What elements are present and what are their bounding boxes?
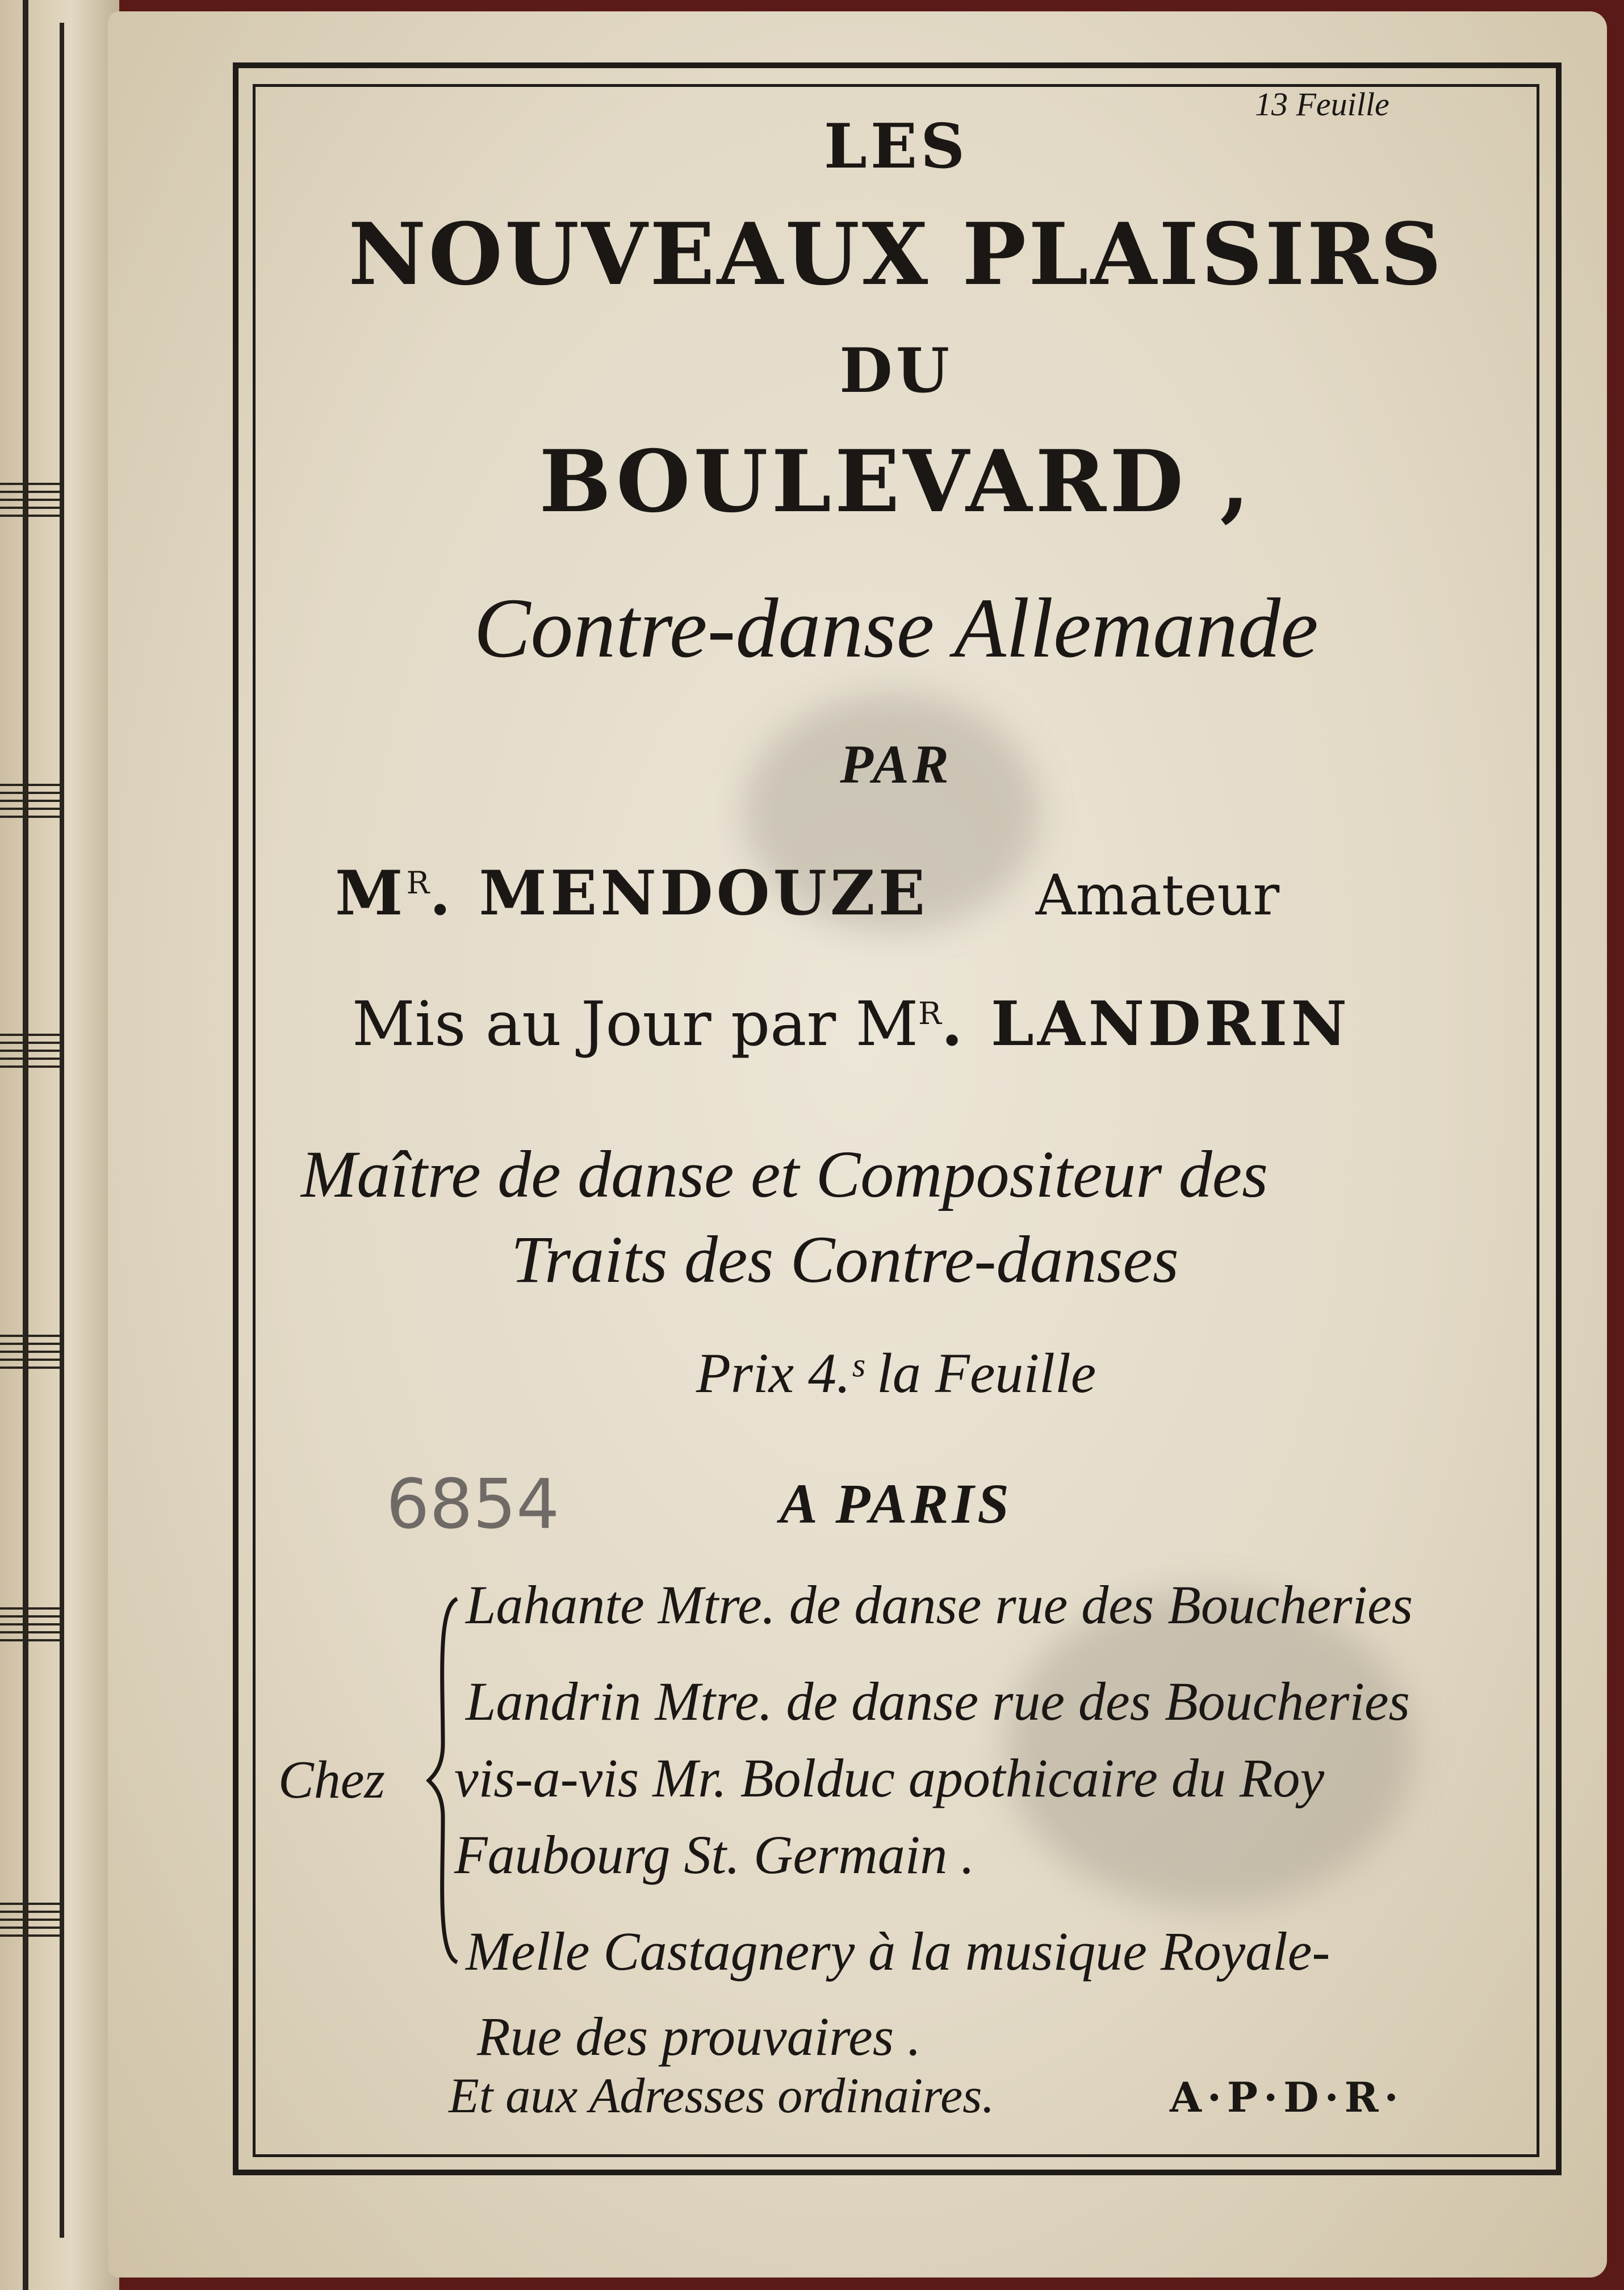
- facing-page-rule-inner: [60, 23, 64, 2238]
- publisher-role-2: Traits des Contre-danses: [511, 1222, 1179, 1297]
- address-line: Landrin Mtre. de danse rue des Boucheries: [466, 1671, 1410, 1732]
- title-line-4: BOULEVARD ,: [539, 432, 1253, 532]
- author-role: Amateur: [1035, 863, 1280, 928]
- title-line-1: LES: [823, 111, 969, 182]
- price: Prix 4.ˢ la Feuille: [696, 1342, 1096, 1405]
- music-staff: [0, 1335, 60, 1374]
- published-sup: R: [918, 996, 941, 1031]
- music-staff: [0, 1607, 60, 1647]
- by-label: PAR: [840, 734, 952, 795]
- address-line: Melle Castagnery à la musique Royale-: [466, 1921, 1330, 1982]
- published-text: Mis au Jour par M: [352, 989, 919, 1060]
- music-staff: [0, 1034, 60, 1073]
- shelfmark-pencil: 6854: [386, 1465, 560, 1544]
- subtitle: Contre-danse Allemande: [474, 581, 1319, 675]
- author-prefix-sup: R: [406, 865, 430, 901]
- title-line-3: DU: [839, 335, 953, 407]
- published-line: [352, 988, 1350, 1060]
- title-line-2: NOUVEAUX PLAISIRS: [348, 204, 1444, 304]
- publisher-role-1: Maître de danse et Compositeur des: [301, 1137, 1269, 1211]
- facing-page: [0, 0, 119, 2290]
- privilege-mark: A·P·D·R·: [1170, 2073, 1404, 2121]
- facing-page-rule: [23, 0, 28, 2290]
- address-line: Lahante Mtre. de danse rue des Boucheries: [466, 1574, 1413, 1635]
- footer-text: Et aux Adresses ordinaires.: [449, 2068, 995, 2124]
- city: A PARIS: [780, 1472, 1012, 1535]
- sheet-number: 13 Feuille: [1255, 86, 1389, 123]
- publisher-name: . LANDRIN: [941, 988, 1351, 1060]
- author-line: [335, 858, 1279, 929]
- music-staff: [0, 1903, 60, 1942]
- address-line: Rue des prouvaires .: [477, 2006, 922, 2067]
- chez-label: Chez: [278, 1750, 385, 1810]
- music-staff: [0, 784, 60, 824]
- music-staff: [0, 483, 60, 523]
- address-line: vis-a-vis Mr. Bolduc apothicaire du Roy: [454, 1748, 1325, 1808]
- author-prefix: M: [335, 858, 407, 929]
- address-line: Faubourg St. Germain .: [454, 1824, 975, 1885]
- author-name: . MENDOUZE: [429, 858, 929, 929]
